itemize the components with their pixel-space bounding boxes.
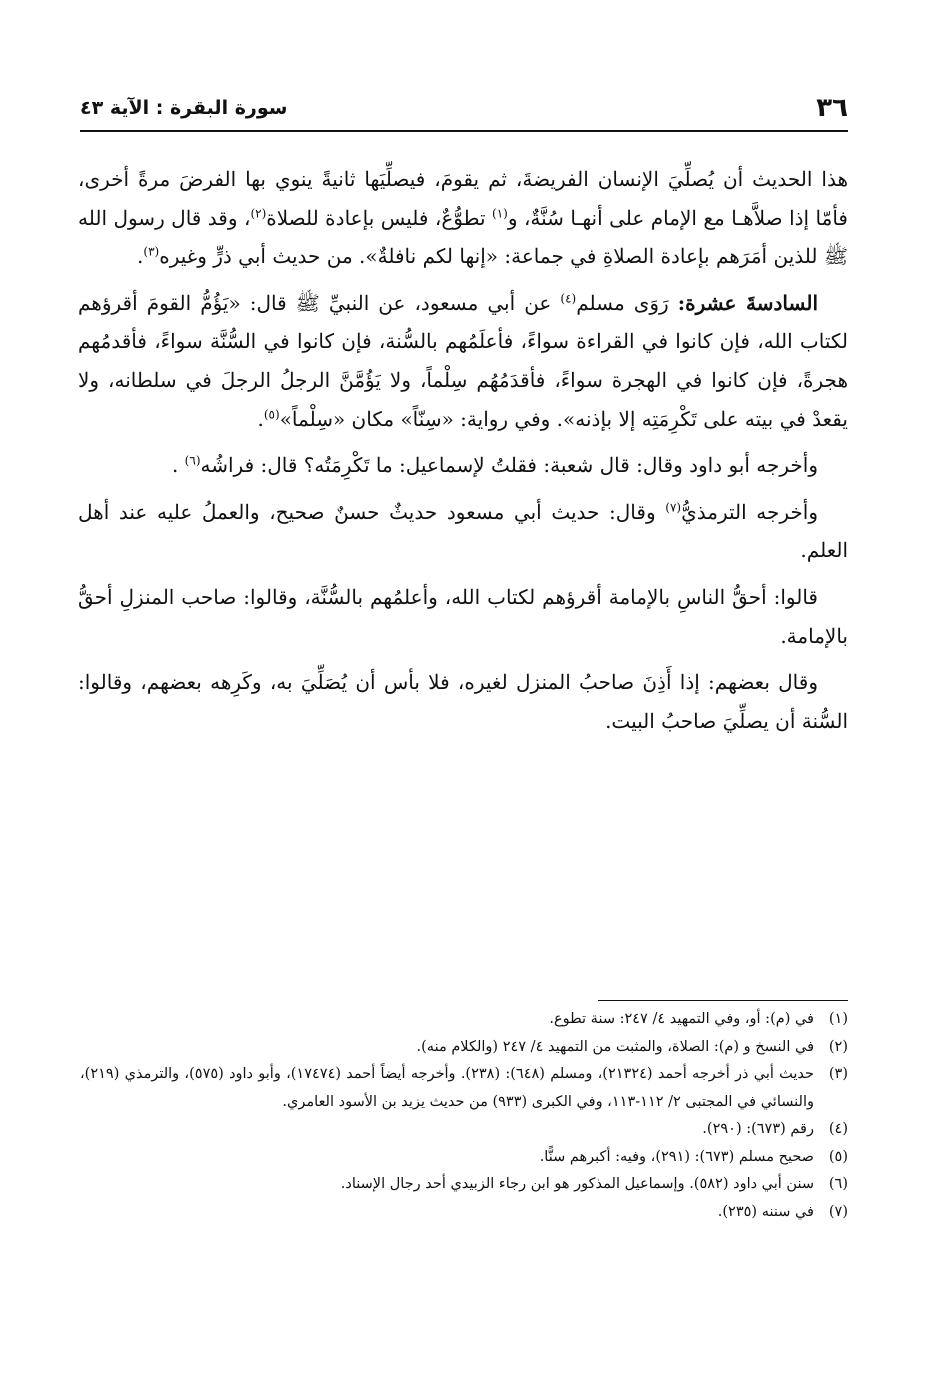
paragraph-2 [78, 284, 848, 438]
footnote-ref-5[interactable]: (٥) [263, 406, 280, 421]
footnote-text: صحيح مسلم (٦٧٣): (٢٩١)، وفيه: أكبرهم سنًّا. [539, 1148, 814, 1165]
page-number: ٣٦ [816, 93, 848, 123]
footnote-2 [80, 1034, 848, 1062]
footnote-5 [80, 1144, 848, 1172]
text-run: تطوُّعٌ، فليس بإعادة للصلاة [266, 205, 493, 230]
footnote-6 [80, 1171, 848, 1199]
footnote-number: (٥) [828, 1148, 848, 1165]
footnote-number: (١) [828, 1011, 848, 1027]
paragraph-5: قالوا: أحقُّ الناسِ بالإمامة أقرؤهم لكتاب الله، وأعلمُهم بالسُّنَّة، وقالوا: صاحب المنزلِ أحقُّ بالإمامة. [78, 584, 848, 648]
page-header [80, 88, 848, 128]
text-run: وأخرجه الترمذيُّ [681, 499, 818, 524]
footnotes [80, 1006, 848, 1226]
footnote-ref-2[interactable]: (٢) [250, 205, 267, 220]
footnote-7 [80, 1199, 848, 1227]
footnote-3 [80, 1061, 848, 1116]
text-run: . [137, 244, 144, 269]
text-run: رَوَى مسلم [576, 290, 678, 315]
footnote-number: (٢) [828, 1038, 848, 1055]
text-run: عن أبي مسعود، عن النبيِّ ﷺ قال: «يَؤُمُّ القومَ أقرؤهم لكتاب الله، فإن كانوا في القراءة سواءً، فأعلَمُهم بالسُّنة، فإن كانوا في السُّنَّة سواءً، فأقدمُهم هجرةً، فإن كانوا في الهجرة سواءً، فأقدَمُهُم سِلْماً، ولا يَؤُمَّنَّ الرجلُ الرجلَ في سلطانه، ولا يقعدْ في بيته على تَكْرِمَتِه إلا بإذنه». وفي رواية: «سِنّاً» مكان «سِلْماً» [78, 290, 848, 431]
footnote-separator [598, 1000, 848, 1001]
paragraph-4 [78, 493, 848, 570]
paragraph-1 [78, 160, 848, 276]
footnote-ref-3[interactable]: (٣) [143, 244, 160, 259]
section-label: السادسةَ عشرة: [677, 290, 819, 315]
footnote-text: في (م): أو، وفي التمهيد ٤/ ٢٤٧: سنة تطوع. [549, 1011, 814, 1027]
footnote-ref-4[interactable]: (٤) [560, 291, 577, 306]
footnote-number: (٦) [828, 1176, 848, 1192]
paragraph-6: وقال بعضهم: إذا أَذِنَ صاحبُ المنزل لغيره، فلا بأس أن يُصَلِّيَ به، وكَرِهه بعضهم، وقالوا: السُّنة أن يصلِّيَ صاحبُ البيت. [78, 670, 848, 733]
header-rule [80, 130, 848, 132]
main-text [78, 160, 848, 748]
paragraph-3 [78, 446, 848, 485]
footnote-text: حديث أبي ذر أخرجه أحمد (٢١٣٢٤)، ومسلم (٦٤٨): (٢٣٨). وأخرجه أيضاً أحمد (١٧٤٧٤)، وأبو داود (٥٧٥)، والترمذي (٢١٩)، والنسائي في المجتبى ٢/ ١١٢-١١٣، وفي الكبرى (٩٣٣) من حديث يزيد بن الأسود العامري. [80, 1066, 814, 1110]
running-title: سورة البقرة : الآية ٤٣ [80, 97, 288, 119]
footnote-ref-1[interactable]: (١) [492, 205, 508, 220]
text-run: وقال: حديث أبي مسعود حديثٌ حسنٌ صحيح، والعملُ عليه عند أهل العلم. [78, 499, 848, 563]
footnote-1 [80, 1006, 848, 1034]
footnote-text: في النسخ و (م): الصلاة، والمثبت من التمهيد ٤/ ٢٤٧ (والكلام منه). [416, 1038, 814, 1055]
footnote-ref-6[interactable]: (٦) [184, 453, 201, 468]
text-run: . [171, 453, 185, 478]
footnote-number: (٤) [828, 1121, 848, 1137]
footnote-number: (٣) [828, 1066, 848, 1082]
text-run: وأخرجه أبو داود وقال: قال شعبة: فقلتُ لإسماعيل: ما تَكْرِمَتُه؟ قال: فراشُه [200, 453, 818, 478]
text-run: . [257, 406, 264, 431]
footnote-text: سنن أبي داود (٥٨٢). وإسماعيل المذكور هو ابن رجاء الزبيدي أحد رجال الإسناد. [340, 1176, 814, 1192]
footnote-text: في سننه (٢٣٥). [717, 1203, 814, 1220]
text-run: ، وقد قال رسول الله ﷺ للذين أمَرَهم بإعادة الصلاةِ في جماعة: «إنها لكم نافلةٌ». من حديث أبي ذرٍّ وغيره [78, 205, 848, 269]
footnote-4 [80, 1116, 848, 1144]
footnote-text: رقم (٦٧٣): (٢٩٠). [702, 1121, 814, 1137]
footnote-ref-7[interactable]: (٧) [665, 500, 682, 515]
footnote-number: (٧) [828, 1203, 848, 1220]
text-run: هذا الحديث أن يُصلِّيَ الإنسان الفريضةَ، ثم يقومَ، فيصلِّيَها ثانيةً ينوي بها الفرضَ مرةً أخرى، فأمّا إذا صلاَّهـا مع الإمام على أنهـا سُنَّةٌ، و [78, 167, 848, 230]
